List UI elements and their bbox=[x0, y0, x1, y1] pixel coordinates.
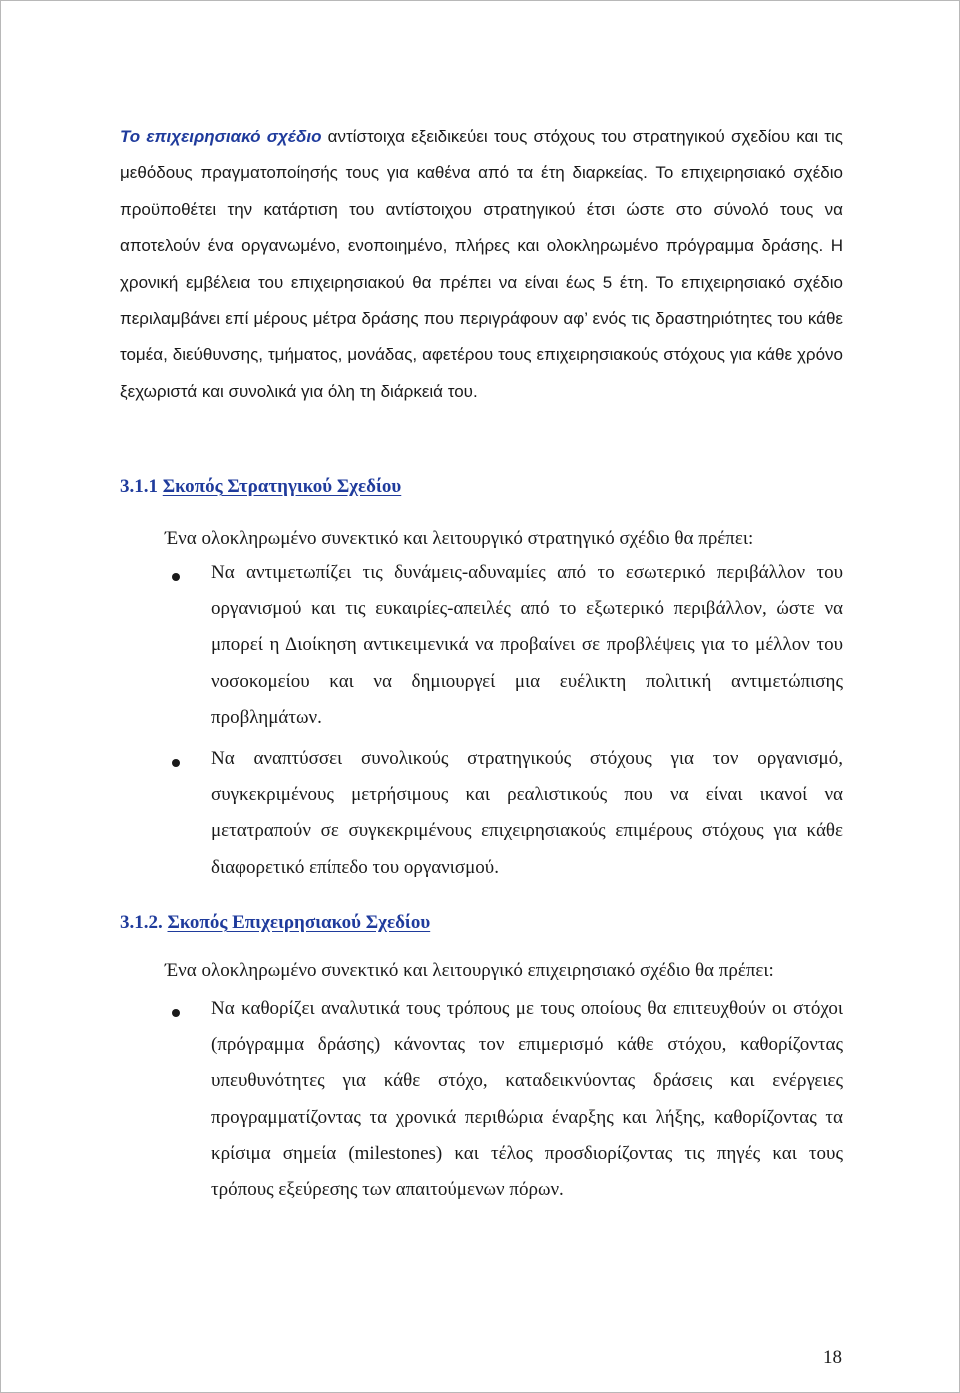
page-number: 18 bbox=[823, 1347, 842, 1368]
section-number: 3.1.2. bbox=[120, 912, 163, 933]
intro-body: αντίστοιχα εξειδικεύει τους στόχους του στρατηγικού σχεδίου και τις μεθόδους πραγματοποίησής τους για καθένα από τα έτη διαρκείας. Το επιχειρησιακό σχέδιο προϋποθέτει την κατάρτιση του αντίστοιχου στρατηγικού έτσι ώστε στο σύνολό τους να αποτελούν ένα οργανωμένο, ενοποιημένο, πλήρες και ολοκληρωμένο πρόγραμμα δράσης. Η χρονική εμβέλεια του επιχειρησιακού θα πρέπει να είναι έως 5 έτη. Το επιχειρησιακό σχέδιο περιλαμβάνει επί μέρους μέτρα δράσης που περιγράφουν αφ’ ενός τις δραστηριότητες του κάθε τομέα, διεύθυνσης, τμήματος, μονάδας, αφετέρου τους επιχειρησιακούς στόχους για κάθε χρόνο ξεχωριστά και συνολικά για όλη τη διάρκειά του. bbox=[120, 127, 843, 401]
section-heading-operational bbox=[120, 911, 430, 935]
section-title: Σκοπός Στρατηγικού Σχεδίου bbox=[162, 476, 402, 497]
section-number: 3.1.1 bbox=[120, 476, 158, 497]
list-item bbox=[1, 991, 843, 1208]
list-item bbox=[1, 741, 843, 886]
bullet-icon bbox=[172, 1009, 180, 1017]
section-heading-strategic bbox=[120, 475, 401, 499]
intro-lead-term: Το επιχειρησιακό σχέδιο bbox=[120, 127, 322, 146]
intro-paragraph bbox=[120, 119, 843, 410]
section-lead-in: Ένα ολοκληρωμένο συνεκτικό και λειτουργικό επιχειρησιακό σχέδιο θα πρέπει: bbox=[165, 960, 774, 981]
list-item bbox=[1, 555, 843, 736]
list-item-text: Να αντιμετωπίζει τις δυνάμεις-αδυναμίες από το εσωτερικό περιβάλλον του οργανισμού και τις ευκαιρίες-απειλές από το εξωτερικό περιβάλλον, ώστε να μπορεί η Διοίκηση αντικειμενικά να προβαίνει σε προβλέψεις για το μέλλον του νοσοκομείου και να δημιουργεί μια ευέλικτη πολιτική αντιμετώπισης προβλημάτων. bbox=[211, 562, 843, 728]
list-item-text: Να αναπτύσσει συνολικούς στρατηγικούς στόχους για τον οργανισμό, συγκεκριμένους μετρήσιμους και ρεαλιστικούς που να είναι ικανοί να μετατραπούν σε συγκεκριμένους επιχειρησιακούς επιμέρους στόχους για κάθε διαφορετικό επίπεδο του οργανισμού. bbox=[211, 748, 843, 878]
list-item-text: Να καθορίζει αναλυτικά τους τρόπους με τους οποίους θα επιτευχθούν οι στόχοι (πρόγραμμα δράσης) κάνοντας τον επιμερισμό κάθε στόχου, καθορίζοντας υπευθυνότητες για κάθε στόχο, καταδεικνύοντας δράσεις και ενέργειες προγραμματίζοντας τα χρονικά περιθώρια έναρξης και λήξης, καθορίζοντας τα κρίσιμα σημεία (milestones) και τέλος προσδιορίζοντας τις πηγές και τους τρόπους εξεύρεσης των απαιτούμενων πόρων. bbox=[211, 998, 843, 1201]
section-lead-in: Ένα ολοκληρωμένο συνεκτικό και λειτουργικό στρατηγικό σχέδιο θα πρέπει: bbox=[165, 528, 754, 549]
bullet-list bbox=[1, 991, 843, 1208]
section-title: Σκοπός Επιχειρησιακού Σχεδίου bbox=[167, 912, 431, 933]
bullet-icon bbox=[172, 759, 180, 767]
bullet-list bbox=[1, 555, 843, 886]
bullet-icon bbox=[172, 573, 180, 581]
